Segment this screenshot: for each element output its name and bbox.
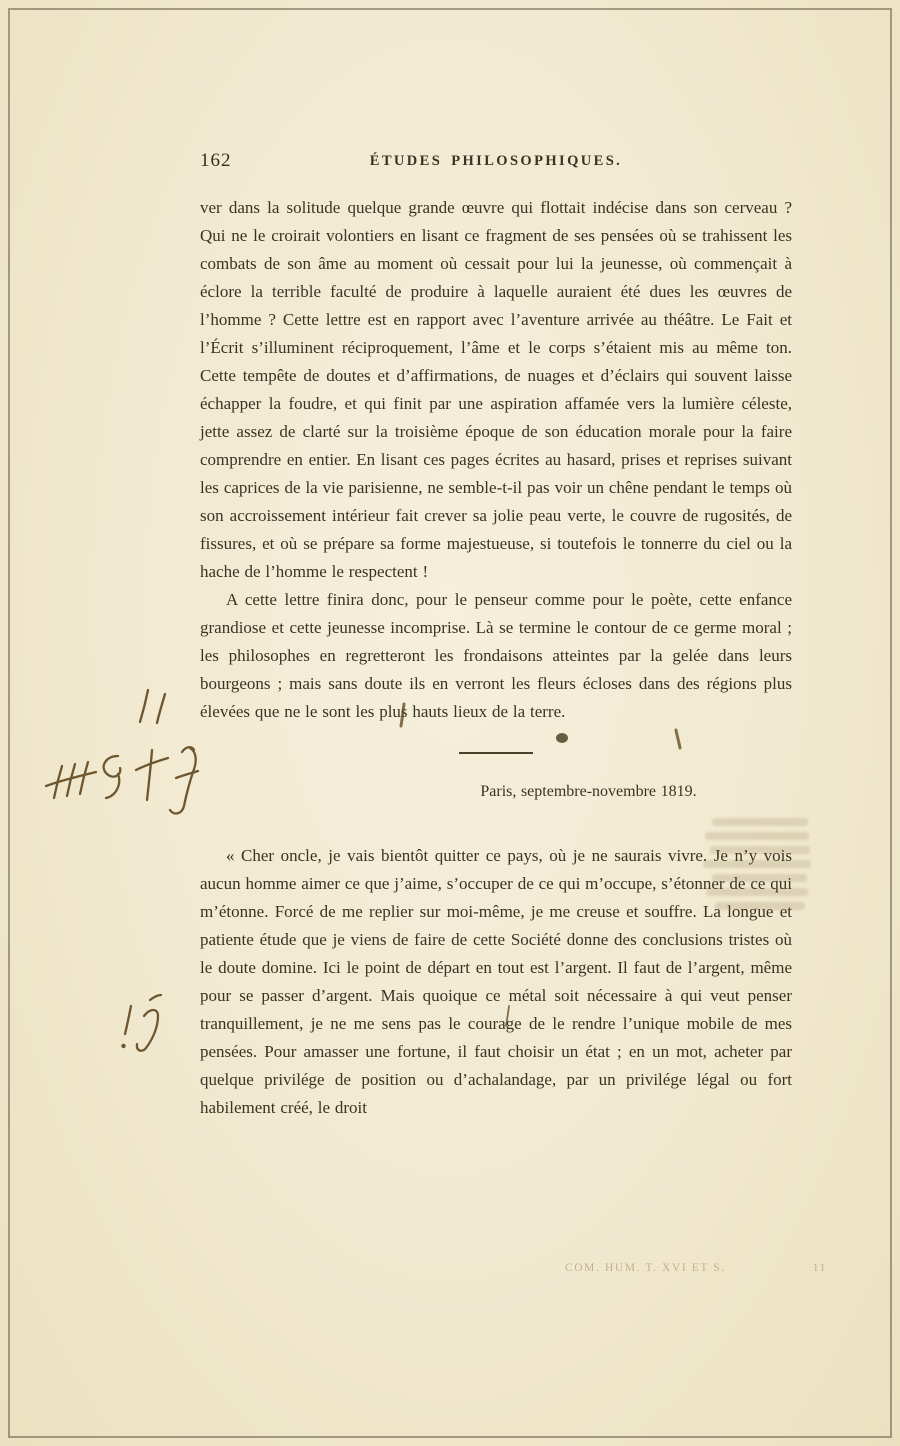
- page-number: 162: [200, 150, 232, 171]
- bleedthrough-line: [712, 874, 807, 882]
- page-body: [200, 194, 792, 1122]
- section-divider: [459, 752, 533, 754]
- signature-mark: [565, 1262, 827, 1274]
- bleedthrough-line: [715, 902, 805, 910]
- paragraph: ver dans la solitude quelque grande œuvre qui flottait indécise dans son cerveau ? Qui ne le croirait volontiers en lisant ce fragment de ses pensées où se trahissent les combats de son âme au moment où cessait pour lui la jeunesse, où commençait à éclore la terrible faculté de produire à laquelle auraient été dues les œuvres de l’homme ? Cette lettre est en rapport avec l’aventure arrivée au théâtre. Le Fait et l’Écrit s’illuminent réciproquement, l’âme et le corps s’étaient mis au même ton. Cette tempête de doutes et d’affirmations, de nuages et d’éclairs qui souvent laisse échapper la foudre, et qui finit par une aspiration affamée vers la lumière céleste, jette assez de clarté sur la troisième époque de son éducation morale pour la faire comprendre en entier. En lisant ces pages écrites au hasard, prises et reprises suivant les caprices de la vie parisienne, ne semble-t-il pas voir un chêne pendant le temps où son accroissement intérieur fait crever sa jolie peau verte, le couvre de rugosités, de fissures, et où se prépare sa forme majestueuse, si toutefois le tonnerre du ciel ou la hache de l’homme le respectent !: [200, 198, 792, 581]
- tally-and-flourish-ink-mark: [46, 747, 198, 813]
- double-stroke-ink-mark: [140, 690, 165, 723]
- running-head: ÉTUDES PHILOSOPHIQUES.: [369, 153, 623, 169]
- letter-block: [200, 842, 792, 1122]
- bleedthrough-line: [706, 888, 808, 896]
- page-header: [200, 150, 792, 176]
- paragraph: A cette lettre finira donc, pour le penseur comme pour le poète, cette enfance grandiose et cette jeunesse incomprise. Là se termine le contour de ce germe moral ; les philosophes en regretteront les frondaisons atteintes par la gelée dans leurs bourgeons ; mais sans doute ils en verront les fleurs écloses dans des régions plus élevées que ne le sont les plus hauts lieux de la terre.: [200, 590, 792, 721]
- paragraph: « Cher oncle, je vais bientôt quitter ce pays, où je ne saurais vivre. Je n’y vois aucun homme aimer ce que j’aime, s’occuper de ce qui m’occupe, s’étonner de ce qui m’étonne. Forcé de me replier sur moi-même, je me creuse et souffre. La longue et patiente étude que je viens de faire de cette Société donne des conclusions tristes où le doute domine. Ici le point de départ en tout est l’argent. Il faut de l’argent, même pour se passer d’argent. Mais quoique ce métal soit nécessaire à qui veut penser tranquillement, je ne me sens pas le courage de le rendre l’unique mobile de mes pensées. Pour amasser une fortune, il faut choisir un état ; en un mot, acheter par quelque privilége de position ou d’achalandage, par un privilége légal ou fort habilement créé, le droit: [200, 846, 792, 1117]
- bleedthrough-line: [710, 846, 810, 854]
- signature-text: COM. HUM. T. XVI ET S.: [565, 1262, 726, 1274]
- signature-number: 11: [812, 1262, 827, 1274]
- bleedthrough-line: [705, 832, 809, 840]
- bleedthrough-line: [712, 818, 808, 826]
- bleedthrough-line: [703, 860, 811, 868]
- exclamation-squiggle-ink-mark: [121, 995, 161, 1051]
- dateline: Paris, septembre-novembre 1819.: [480, 783, 697, 800]
